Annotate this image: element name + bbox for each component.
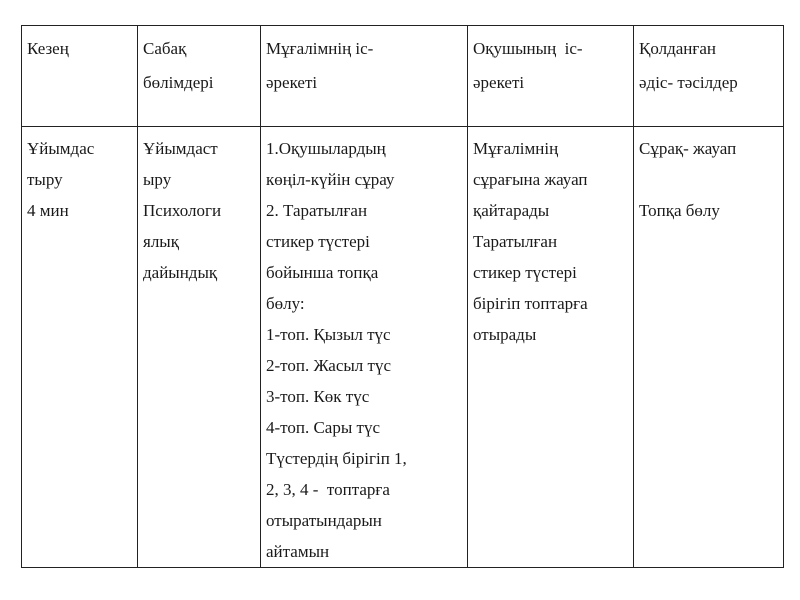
cell-stage-line: тыру [27, 170, 63, 189]
cell-sections-line: ялық [143, 232, 179, 251]
cell-teacher-line: 2. Таратылған [266, 201, 368, 220]
cell-methods [634, 127, 784, 568]
header-methods-line: әдіс- тәсілдер [639, 73, 738, 92]
cell-student-line: стикер түстері [473, 263, 577, 282]
cell-sections-line: Ұйымдаст [143, 139, 218, 158]
cell-student-line: бірігіп топтарға [473, 294, 588, 313]
cell-teacher-line: айтамын [266, 542, 330, 561]
cell-methods-line: Топқа бөлу [639, 201, 720, 220]
cell-stage [22, 127, 138, 568]
header-student [468, 26, 634, 127]
cell-teacher-line: 1.Оқушылардың [266, 139, 386, 158]
cell-teacher-line: Түстердің бірігіп 1, [266, 449, 407, 468]
header-stage-line: Кезең [27, 39, 69, 58]
cell-student-line: отырады [473, 325, 537, 344]
cell-teacher-line: бойынша топқа [266, 263, 379, 282]
cell-stage-line: Ұйымдас [27, 139, 95, 158]
header-sections-line: бөлімдері [143, 73, 214, 92]
cell-stage-line: 4 мин [27, 201, 69, 220]
cell-teacher-line: көңіл-күйін сұрау [266, 170, 395, 189]
cell-sections [138, 127, 261, 568]
cell-sections-line: Психологи [143, 201, 222, 220]
cell-teacher-line: 4-топ. Сары түс [266, 418, 380, 437]
header-methods [634, 26, 784, 127]
header-row [22, 26, 784, 127]
header-stage [22, 26, 138, 127]
cell-teacher-line: бөлу: [266, 294, 305, 313]
cell-student-line: қайтарады [473, 201, 550, 220]
cell-student-line: Таратылған [473, 232, 558, 251]
content-row [22, 127, 784, 568]
cell-sections-line: ыру [143, 170, 172, 189]
cell-teacher-line: стикер түстері [266, 232, 370, 251]
header-teacher-line: Мұғалімнің іс- [266, 39, 374, 58]
cell-teacher-line: 1-топ. Қызыл түс [266, 325, 391, 344]
cell-student [468, 127, 634, 568]
header-sections-line: Сабақ [143, 39, 187, 58]
header-student-line: әрекеті [473, 73, 525, 92]
cell-student-line: сұрағына жауап [473, 170, 588, 189]
cell-teacher-line: 2, 3, 4 - топтарға [266, 480, 390, 499]
cell-methods-spacer [639, 164, 779, 195]
cell-teacher-line: 2-топ. Жасыл түс [266, 356, 391, 375]
cell-methods-line: Сұрақ- жауап [639, 139, 737, 158]
cell-student-line: Мұғалімнің [473, 139, 559, 158]
header-teacher [261, 26, 468, 127]
cell-teacher-line: 3-топ. Көк түс [266, 387, 370, 406]
cell-teacher [261, 127, 468, 568]
lesson-plan-table [21, 25, 784, 568]
header-sections [138, 26, 261, 127]
header-methods-line: Қолданған [639, 39, 717, 58]
header-student-line: Оқушының іс- [473, 39, 583, 58]
header-teacher-line: әрекеті [266, 73, 318, 92]
cell-sections-line: дайындық [143, 263, 218, 282]
cell-teacher-line: отыратындарын [266, 511, 382, 530]
